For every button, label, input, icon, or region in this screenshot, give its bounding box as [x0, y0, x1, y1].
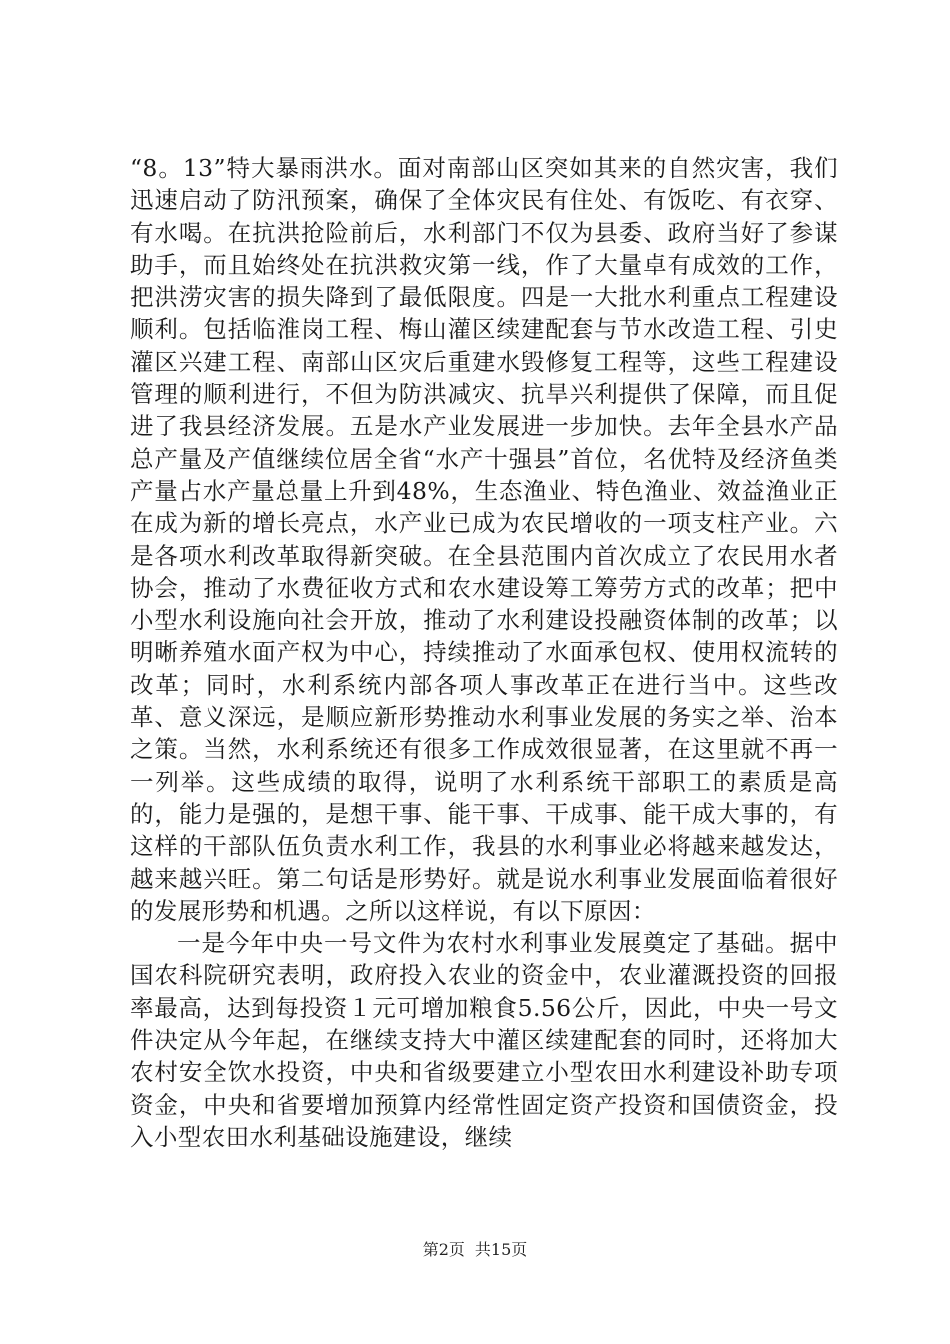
- page-total: 共15页: [474, 1240, 528, 1259]
- body-paragraph-1: “8。13”特大暴雨洪水。面对南部山区突如其来的自然灾害，我们迅速启动了防汛预案，确保了全体灾民有住处、有饭吃、有衣穿、有水喝。在抗洪抢险前后，水利部门不仅为县委、政府当好了参谋助手，而且始终处在抗洪救灾第一线，作了大量卓有成效的工作，把洪涝灾害的损失降到了最低限度。四是一大批水利重点工程建设顺利。包括临淮岗工程、梅山灌区续建配套与节水改造工程、引史灌区兴建工程、南部山区灾后重建水毁修复工程等，这些工程建设管理的顺利进行，不但为防洪减灾、抗旱兴利提供了保障，而且促进了我县经济发展。五是水产业发展进一步加快。去年全县水产品总产量及产值继续位居全省“水产十强县”首位，名优特及经济鱼类产量占水产量总量上升到48%，生态渔业、特色渔业、效益渔业正在成为新的增长亮点，水产业已成为农民增收的一项支柱产业。六是各项水利改革取得新突破。在全县范围内首次成立了农民用水者协会，推动了水费征收方式和农水建设筹工筹劳方式的改革；把中小型水利设施向社会开放，推动了水利建设投融资体制的改革；以明晰养殖水面产权为中心，持续推动了水面承包权、使用权流转的改革；同时，水利系统内部各项人事改革正在进行当中。这些改革、意义深远，是顺应新形势推动水利事业发展的务实之举、治本之策。当然，水利系统还有很多工作成效很显著，在这里就不再一一列举。这些成绩的取得，说明了水利系统干部职工的素质是高的，能力是强的，是想干事、能干事、干成事、能干成大事的，有这样的干部队伍负责水利工作，我县的水利事业必将越来越发达，越来越兴旺。第二句话是形势好。就是说水利事业发展面临着很好的发展形势和机遇。之所以这样说，有以下原因：: [130, 154, 838, 925]
- page-footer: [0, 1240, 950, 1260]
- page-number: 第2页: [422, 1240, 465, 1259]
- document-body: [130, 152, 838, 1153]
- body-paragraph-2: 一是今年中央一号文件为农村水利事业发展奠定了基础。据中国农科院研究表明，政府投入农业的资金中，农业灌溉投资的回报率最高，达到每投资１元可增加粮食5.56公斤，因此，中央一号文件决定从今年起，在继续支持大中灌区续建配套的同时，还将加大农村安全饮水投资，中央和省级要建立小型农田水利建设补助专项资金，中央和省要增加预算内经常性固定资产投资和国债资金，投入小型农田水利基础设施建设，继续: [130, 929, 838, 1151]
